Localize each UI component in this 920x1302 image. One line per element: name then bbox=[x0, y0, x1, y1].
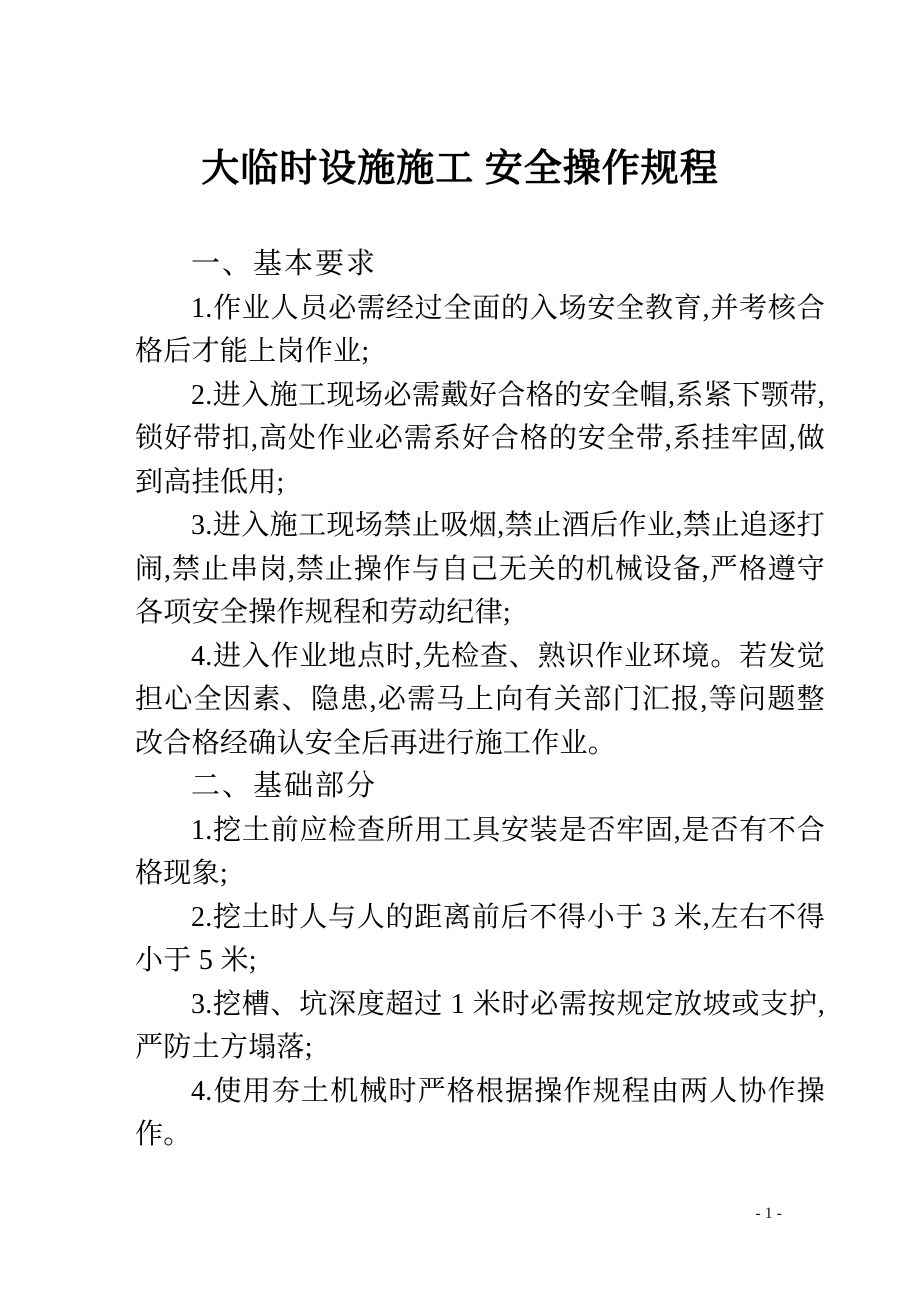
section-heading-basic-requirements: 一、基本要求 bbox=[191, 248, 378, 280]
section-1-item-3: 3.进入施工现场禁止吸烟,禁止酒后作业,禁止追逐打闹,禁止串岗,禁止操作与自己无关的机械设备,严格遵守各项安全操作规程和劳动纪律; bbox=[135, 510, 825, 628]
section-1-item-2: 2.进入施工现场必需戴好合格的安全帽,系紧下颚带,锁好带扣,高处作业必需系好合格的安全带,系挂牢固,做到高挂低用; bbox=[135, 379, 825, 498]
document-body bbox=[135, 243, 825, 1157]
section-2-item-4: 4.使用夯土机械时严格根据操作规程由两人协作操作。 bbox=[135, 1075, 825, 1150]
section-2-item-3: 3.挖槽、坑深度超过 1 米时必需按规定放坡或支护,严防土方塌落; bbox=[135, 988, 825, 1063]
document-title: 大临时设施施工 安全操作规程 bbox=[201, 148, 719, 191]
section-2-item-1: 1.挖土前应检查所用工具安装是否牢固,是否有不合格现象; bbox=[135, 814, 825, 889]
section-1-item-4: 4.进入作业地点时,先检查、熟识作业环境。若发觉担心全因素、隐患,必需马上向有关部门汇报,等问题整改合格经确认安全后再进行施工作业。 bbox=[135, 640, 825, 759]
section-heading-foundation-part: 二、基础部分 bbox=[191, 770, 378, 802]
section-2-item-2: 2.挖土时人与人的距离前后不得小于 3 米,左右不得小于 5 米; bbox=[135, 901, 825, 976]
page-number: - 1 - bbox=[755, 1205, 782, 1222]
section-1-item-1: 1.作业人员必需经过全面的入场安全教育,并考核合格后才能上岗作业; bbox=[135, 292, 825, 367]
